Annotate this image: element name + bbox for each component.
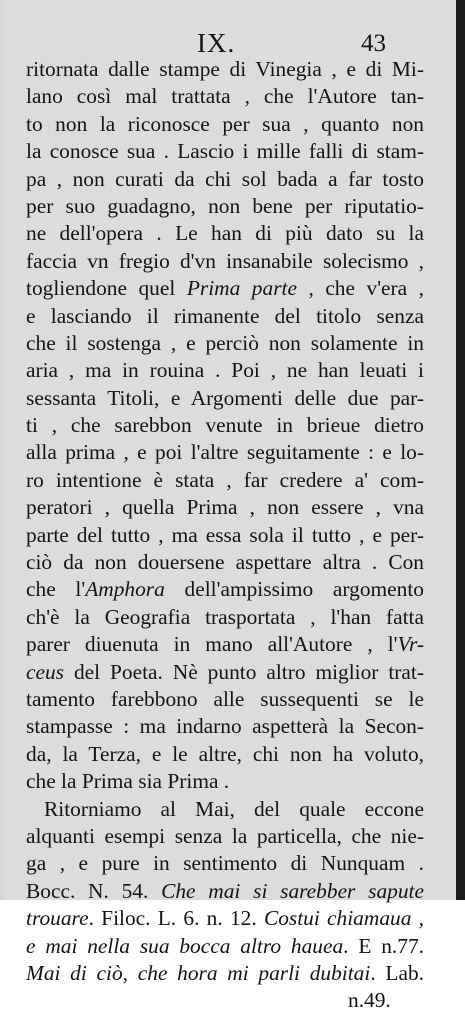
signature-mark: IX. (197, 28, 236, 58)
catchword-line: n.49. (348, 988, 391, 1013)
text-line: da, la Terza, e le altre, chi non ha voluto, (26, 741, 424, 766)
text-line: trouare. Filoc. L. 6. n. 12. Costui chiamaua , (26, 906, 424, 931)
text-line: sessanta Titoli, e Argomenti delle due par- (26, 385, 424, 410)
italic-quotation: Costui chiamaua , (263, 906, 424, 931)
text-line: che il sostenga , e perciò non solamente in (26, 330, 424, 355)
text-line: la conosce sua . Lascio i mille falli di stam- (26, 139, 424, 164)
text-line: e mai nella sua bocca altro hauea. E n.77. (26, 933, 424, 958)
italic-phrase: ceus (26, 659, 65, 684)
text-line: faccia vn fregio d'vn insanabile solecismo , (26, 248, 424, 273)
text-line: per suo guadagno, non bene per riputatio- (26, 193, 424, 218)
text-line: parte del tutto , ma essa sola il tutto , e per- (26, 522, 424, 547)
italic-phrase: Prima parte (186, 276, 297, 301)
text-line: ga , e pure in sentimento di Nunquam . (26, 851, 424, 876)
italic-quotation: trouare (26, 906, 89, 931)
italic-quotation: Che mai si sarebber sapute (161, 878, 424, 903)
italic-quotation: Mai di ciò, che hora mi parli dubitai (26, 960, 371, 985)
italic-phrase: Vr- (397, 632, 424, 657)
text-line: ne dell'opera . Le han di più dato su la (26, 221, 424, 246)
body-text (26, 56, 424, 1015)
text-line: ceus del Poeta. Nè punto altro miglior trat- (26, 659, 424, 684)
italic-phrase: Amphora (85, 577, 165, 602)
text-line: alla prima , e poi l'altre seguitamente : e lo- (26, 440, 424, 465)
text-line: ciò da non douersene aspettare altra . Con (26, 550, 424, 575)
text-line: stampasse : ma indarno aspetterà la Secon- (26, 714, 424, 739)
text-line: togliendone quel Prima parte , che v'era , (26, 276, 424, 301)
text-line: che l'Amphora dell'ampissimo argomento (26, 577, 424, 602)
text-line: ro intentione è stata , far credere a' com- (26, 467, 424, 492)
text-line: Mai di ciò, che hora mi parli dubitai. Lab. (26, 960, 424, 985)
text-line: parer diuenuta in mano all'Autore , l'Vr- (26, 632, 424, 657)
text-line: e lasciando il rimanente del titolo senza (26, 303, 424, 328)
text-line: tamento farebbono alle sussequenti se le (26, 686, 424, 711)
text-line: ritornata dalle stampe di Vinegia , e di Mi- (26, 57, 424, 81)
text-line: aria , ma in rouina . Poi , ne han leuati i (26, 358, 424, 383)
text-line: ti , che sarebbon venute in brieue dietro (26, 413, 424, 438)
text-line: alquanti esempi senza la particella, che nie- (26, 823, 424, 848)
text-line: che la Prima sia Prima . (26, 769, 230, 794)
text-line: lano così mal trattata , che l'Autore tan- (26, 84, 424, 109)
text-line: Bocc. N. 54. Che mai si sarebber sapute (26, 878, 424, 903)
page-edge-shadow (456, 0, 465, 900)
paragraph-start-line: Ritorniamo al Mai, del quale eccone (44, 796, 424, 821)
text-line: to non la riconosce per sua , quanto non (26, 111, 424, 136)
text-line: pa , non curati da chi sol bada a far tosto (26, 166, 424, 191)
page-number: 43 (361, 30, 386, 57)
text-line: ch'è la Geografia trasportata , l'han fatta (26, 604, 424, 629)
italic-quotation: e mai nella sua bocca altro hauea (26, 933, 344, 958)
text-line: peratori , quella Prima , non essere , vna (26, 495, 424, 520)
